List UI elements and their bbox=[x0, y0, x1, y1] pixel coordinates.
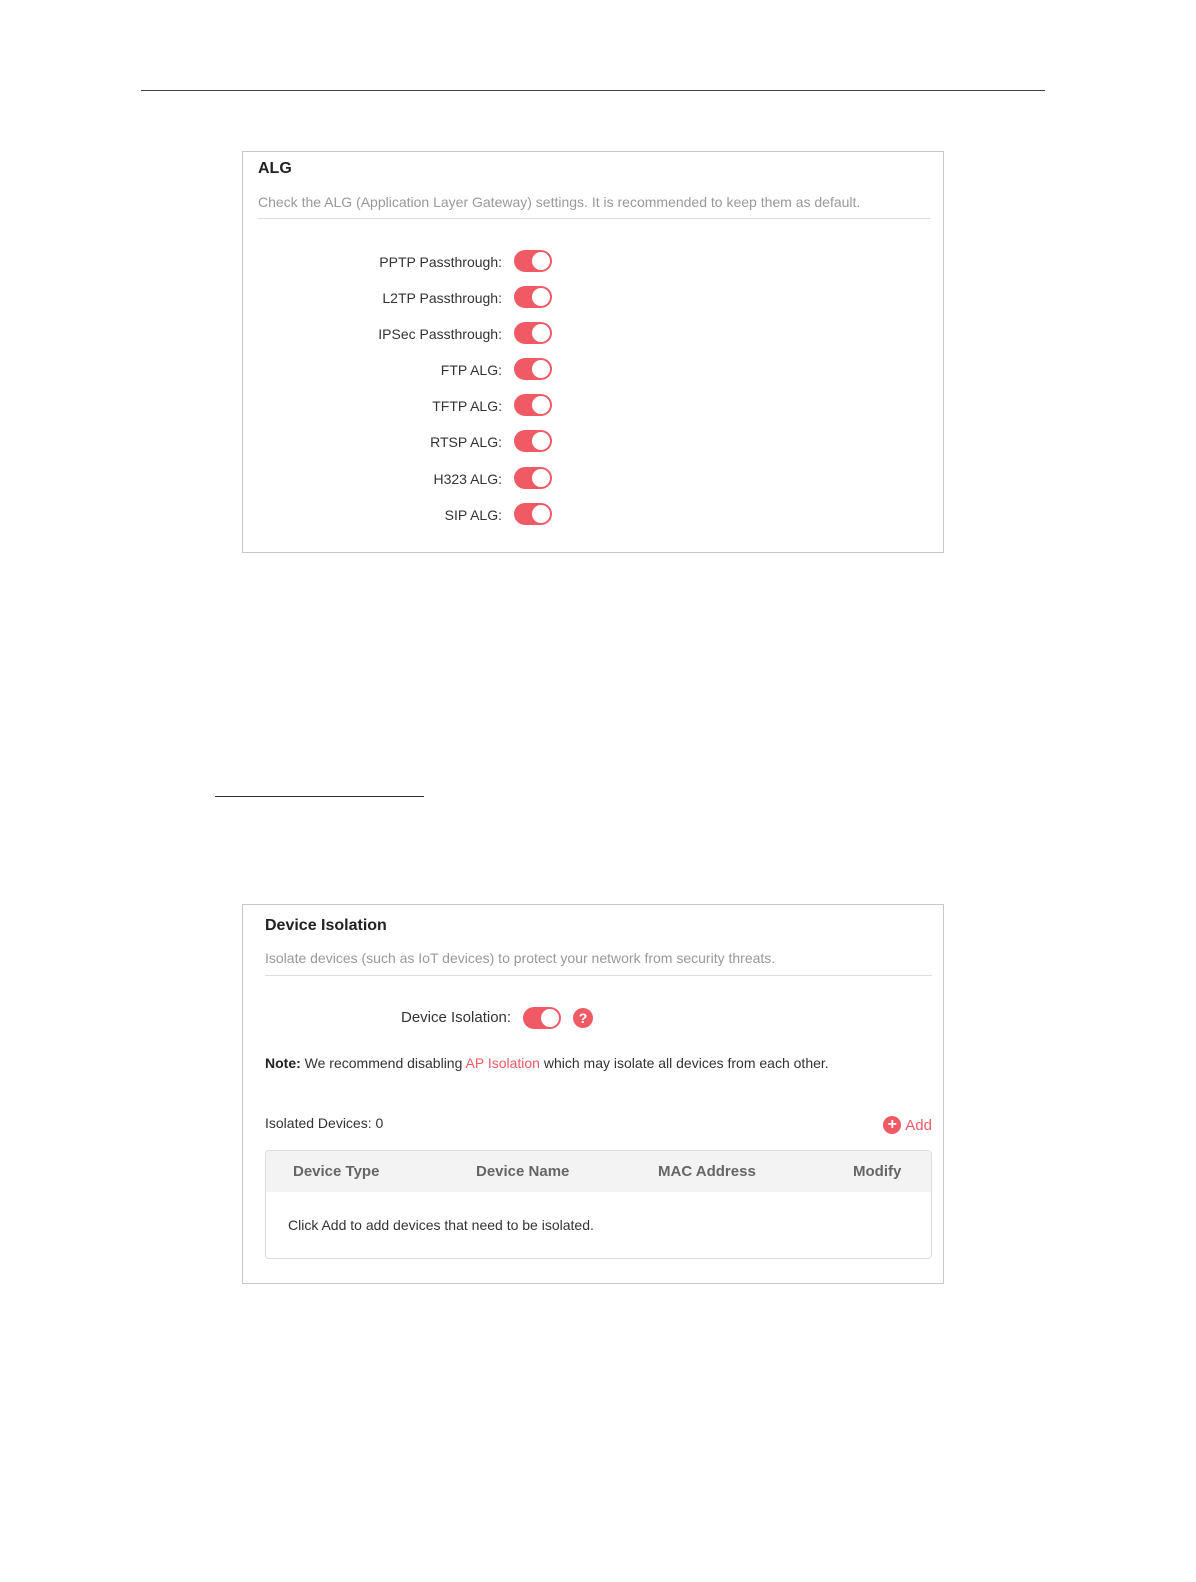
alg-title: ALG bbox=[258, 160, 292, 177]
isolation-note bbox=[265, 1055, 829, 1071]
isolated-devices-count: Isolated Devices: 0 bbox=[265, 1115, 384, 1131]
alg-description: Check the ALG (Application Layer Gateway) settings. It is recommended to keep them as default. bbox=[258, 194, 861, 210]
device-isolation-toggle-label: Device Isolation: bbox=[401, 1009, 512, 1026]
toggle-knob bbox=[532, 505, 550, 523]
alg-row-ftp bbox=[243, 358, 943, 384]
alg-row-h323 bbox=[243, 467, 943, 493]
add-circle-icon: + bbox=[883, 1116, 901, 1134]
column-device-type: Device Type bbox=[293, 1163, 380, 1180]
toggle-knob bbox=[532, 288, 550, 306]
l2tp-passthrough-toggle[interactable] bbox=[514, 286, 552, 308]
device-isolation-panel bbox=[242, 904, 944, 1284]
alg-panel bbox=[242, 151, 944, 553]
help-icon[interactable]: ? bbox=[573, 1008, 593, 1028]
column-modify: Modify bbox=[853, 1163, 902, 1180]
table-header bbox=[266, 1151, 931, 1192]
pptp-passthrough-label: PPTP Passthrough: bbox=[379, 254, 502, 270]
toggle-knob bbox=[532, 396, 550, 414]
h323-alg-toggle[interactable] bbox=[514, 467, 552, 489]
device-isolation-toggle[interactable] bbox=[523, 1007, 561, 1029]
toggle-knob bbox=[532, 324, 550, 342]
alg-row-rtsp bbox=[243, 430, 943, 456]
ipsec-passthrough-toggle[interactable] bbox=[514, 322, 552, 344]
note-text-before: We recommend disabling bbox=[304, 1055, 463, 1071]
rtsp-alg-toggle[interactable] bbox=[514, 430, 552, 452]
ftp-alg-toggle[interactable] bbox=[514, 358, 552, 380]
ftp-alg-label: FTP ALG: bbox=[440, 362, 502, 378]
empty-table-message: Click Add to add devices that need to be isolated. bbox=[288, 1217, 594, 1233]
note-text-after: which may isolate all devices from each other. bbox=[543, 1055, 829, 1071]
l2tp-passthrough-label: L2TP Passthrough: bbox=[382, 290, 502, 306]
alg-row-l2tp bbox=[243, 286, 943, 312]
alg-row-tftp bbox=[243, 394, 943, 420]
sip-alg-label: SIP ALG: bbox=[444, 507, 502, 523]
sip-alg-toggle[interactable] bbox=[514, 503, 552, 525]
toggle-knob bbox=[541, 1009, 559, 1027]
ap-isolation-link[interactable]: AP Isolation bbox=[465, 1055, 540, 1071]
device-isolation-description: Isolate devices (such as IoT devices) to protect your network from security threats. bbox=[265, 950, 776, 966]
isolated-devices-table bbox=[265, 1150, 932, 1259]
header-rule bbox=[141, 90, 1045, 91]
h323-alg-label: H323 ALG: bbox=[433, 471, 502, 487]
add-button[interactable] bbox=[883, 1116, 932, 1136]
ipsec-passthrough-label: IPSec Passthrough: bbox=[378, 326, 502, 342]
alg-divider bbox=[258, 218, 931, 219]
alg-row-sip bbox=[243, 503, 943, 529]
section-rule bbox=[215, 796, 424, 797]
pptp-passthrough-toggle[interactable] bbox=[514, 250, 552, 272]
tftp-alg-toggle[interactable] bbox=[514, 394, 552, 416]
toggle-knob bbox=[532, 432, 550, 450]
add-label: Add bbox=[905, 1116, 932, 1134]
alg-row-ipsec bbox=[243, 322, 943, 348]
column-device-name: Device Name bbox=[476, 1163, 570, 1180]
note-prefix: Note: bbox=[265, 1055, 301, 1071]
toggle-knob bbox=[532, 360, 550, 378]
column-mac-address: MAC Address bbox=[658, 1163, 756, 1180]
alg-row-pptp bbox=[243, 250, 943, 276]
rtsp-alg-label: RTSP ALG: bbox=[430, 434, 502, 450]
tftp-alg-label: TFTP ALG: bbox=[432, 398, 502, 414]
device-isolation-title: Device Isolation bbox=[265, 917, 387, 934]
device-isolation-divider bbox=[265, 975, 932, 976]
toggle-knob bbox=[532, 469, 550, 487]
toggle-knob bbox=[532, 252, 550, 270]
